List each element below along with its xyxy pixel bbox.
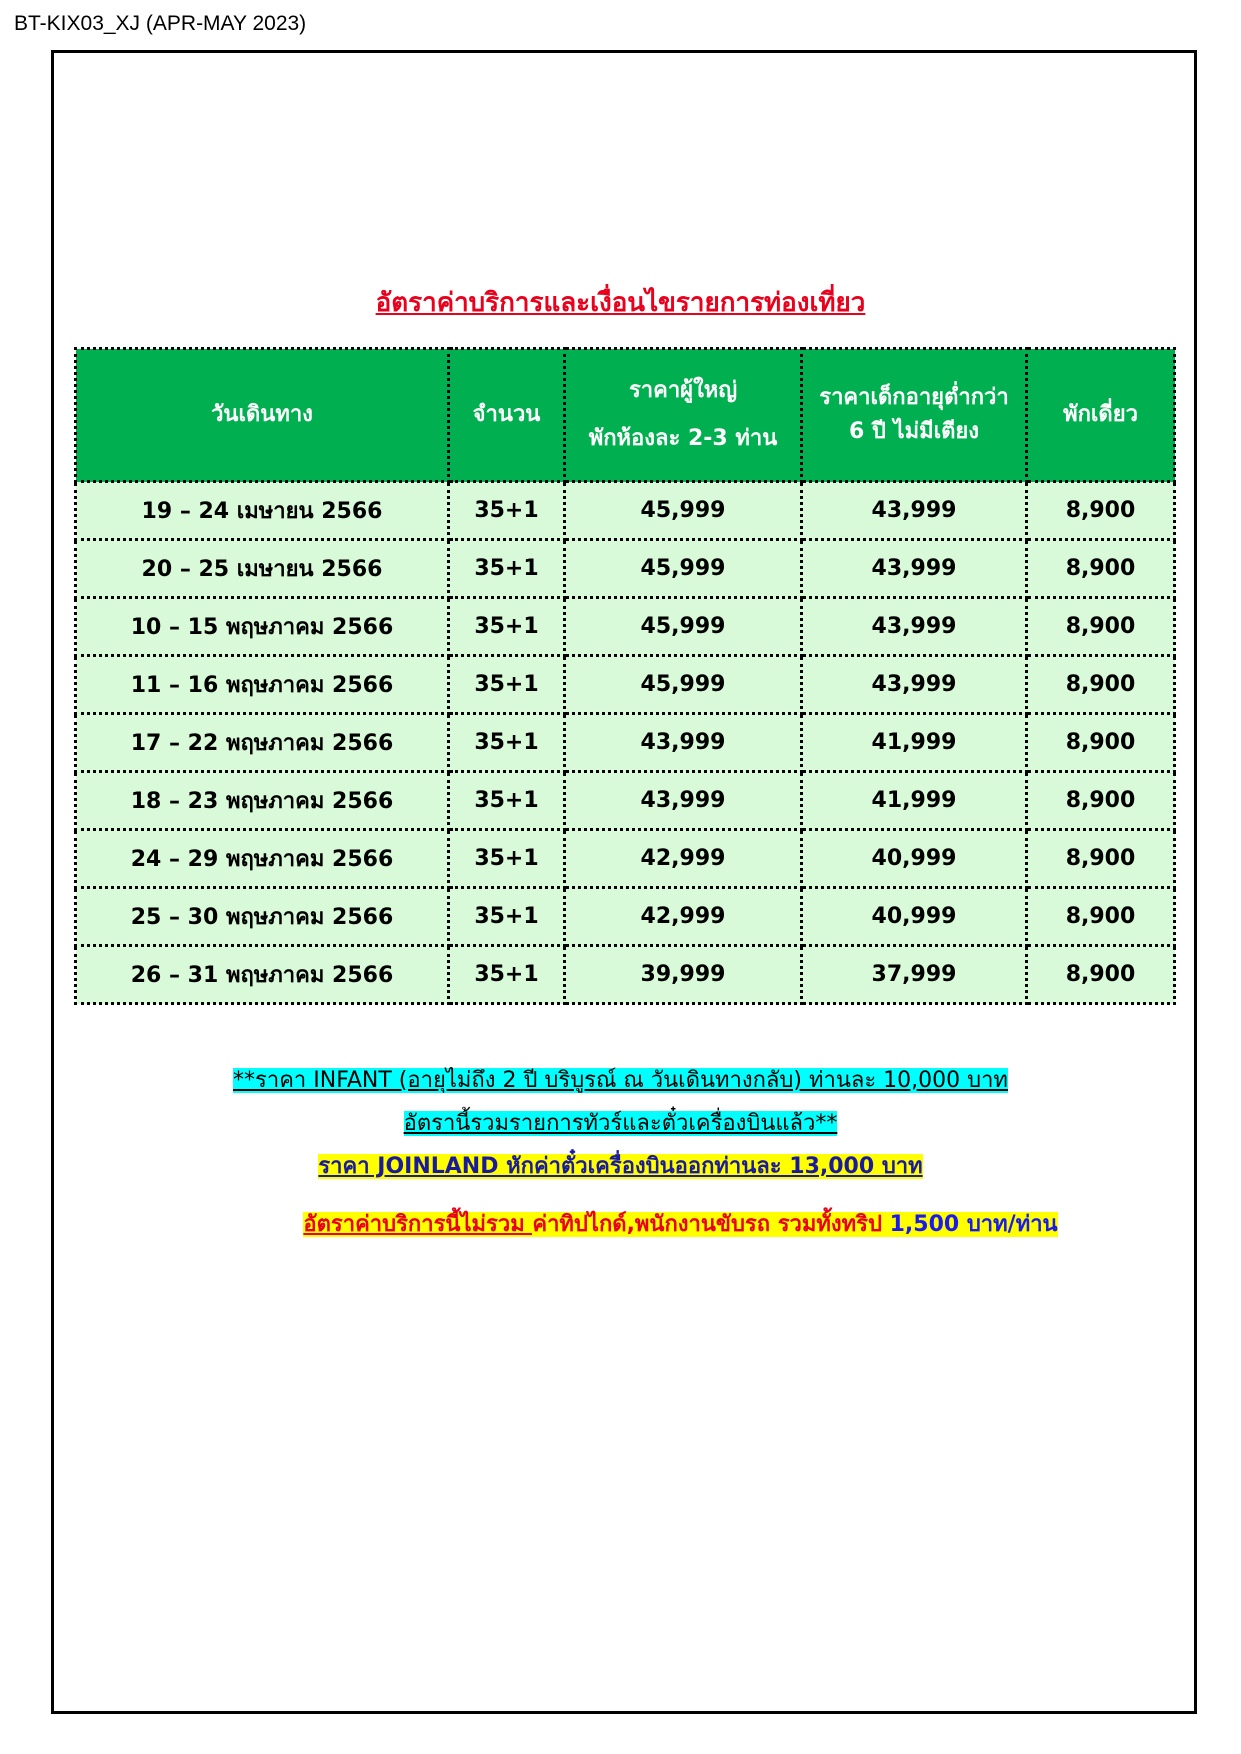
header-date: วันเดินทาง (76, 349, 449, 482)
cell-date: 19 – 24 เมษายน 2566 (76, 482, 449, 540)
cell-single: 8,900 (1027, 540, 1175, 598)
infant-note-line1 (0, 1062, 1241, 1097)
cell-single: 8,900 (1027, 482, 1175, 540)
header-child-price (802, 349, 1027, 482)
exclusion-note-part1: อัตราค่าบริการนี้ไม่รวม (303, 1212, 533, 1237)
cell-child: 40,999 (802, 830, 1027, 888)
cell-child: 43,999 (802, 656, 1027, 714)
header-seats: จำนวน (449, 349, 565, 482)
cell-adult: 45,999 (565, 656, 802, 714)
cell-seats: 35+1 (449, 888, 565, 946)
cell-date: 17 – 22 พฤษภาคม 2566 (76, 714, 449, 772)
exclusion-note (60, 1206, 1241, 1241)
cell-child: 43,999 (802, 598, 1027, 656)
cell-seats: 35+1 (449, 598, 565, 656)
header-adult-line1: ราคาผู้ใหญ่ (628, 378, 738, 403)
cell-adult: 45,999 (565, 540, 802, 598)
cell-date: 18 – 23 พฤษภาคม 2566 (76, 772, 449, 830)
cell-child: 37,999 (802, 946, 1027, 1004)
cell-single: 8,900 (1027, 946, 1175, 1004)
table-row (76, 772, 1175, 830)
table-row (76, 946, 1175, 1004)
joinland-note-text: ราคา JOINLAND หักค่าตั๋วเครื่องบินออกท่านละ 13,000 บาท (318, 1154, 923, 1179)
document-code: BT-KIX03_XJ (APR-MAY 2023) (14, 12, 307, 35)
header-adult-price (565, 349, 802, 482)
cell-adult: 45,999 (565, 482, 802, 540)
cell-date: 10 – 15 พฤษภาคม 2566 (76, 598, 449, 656)
header-adult-line2: พักห้องละ 2-3 ท่าน (588, 426, 778, 451)
table-row (76, 656, 1175, 714)
cell-single: 8,900 (1027, 714, 1175, 772)
cell-adult: 42,999 (565, 830, 802, 888)
exclusion-note-part2: ค่าทิปไกด์,พนักงานขับรถ รวมทั้งทริป (532, 1212, 890, 1237)
cell-adult: 43,999 (565, 714, 802, 772)
cell-adult: 39,999 (565, 946, 802, 1004)
cell-child: 41,999 (802, 772, 1027, 830)
table-row (76, 540, 1175, 598)
cell-single: 8,900 (1027, 888, 1175, 946)
header-single-supplement: พักเดี่ยว (1027, 349, 1175, 482)
header-child-line1: ราคาเด็กอายุต่ำกว่า (819, 385, 1009, 410)
infant-note-text-2: อัตรานี้รวมรายการทัวร์และตั๋วเครื่องบินแล้ว** (403, 1111, 838, 1136)
cell-seats: 35+1 (449, 714, 565, 772)
cell-single: 8,900 (1027, 830, 1175, 888)
table-row (76, 482, 1175, 540)
table-header-row (76, 349, 1175, 482)
cell-adult: 43,999 (565, 772, 802, 830)
cell-seats: 35+1 (449, 540, 565, 598)
cell-seats: 35+1 (449, 830, 565, 888)
cell-single: 8,900 (1027, 598, 1175, 656)
page-title: อัตราค่าบริการและเงื่อนไขรายการท่องเที่ยว (375, 288, 866, 318)
table-row (76, 714, 1175, 772)
cell-date: 20 – 25 เมษายน 2566 (76, 540, 449, 598)
cell-seats: 35+1 (449, 772, 565, 830)
cell-seats: 35+1 (449, 946, 565, 1004)
price-table (74, 347, 1176, 1005)
cell-single: 8,900 (1027, 656, 1175, 714)
joinland-note (0, 1148, 1241, 1183)
cell-single: 8,900 (1027, 772, 1175, 830)
table-row (76, 830, 1175, 888)
cell-seats: 35+1 (449, 482, 565, 540)
cell-seats: 35+1 (449, 656, 565, 714)
cell-adult: 45,999 (565, 598, 802, 656)
cell-date: 24 – 29 พฤษภาคม 2566 (76, 830, 449, 888)
cell-adult: 42,999 (565, 888, 802, 946)
header-child-line2: 6 ปี ไม่มีเตียง (848, 419, 980, 444)
table-row (76, 598, 1175, 656)
table-row (76, 888, 1175, 946)
infant-note-text-1: **ราคา INFANT (อายุไม่ถึง 2 ปี บริบูรณ์ ณ วันเดินทางกลับ) ท่านละ 10,000 บาท (233, 1068, 1008, 1093)
cell-child: 43,999 (802, 482, 1027, 540)
exclusion-note-part3: 1,500 บาท/ท่าน (889, 1212, 1058, 1237)
cell-date: 25 – 30 พฤษภาคม 2566 (76, 888, 449, 946)
cell-child: 40,999 (802, 888, 1027, 946)
cell-child: 43,999 (802, 540, 1027, 598)
cell-date: 26 – 31 พฤษภาคม 2566 (76, 946, 449, 1004)
cell-child: 41,999 (802, 714, 1027, 772)
cell-date: 11 – 16 พฤษภาคม 2566 (76, 656, 449, 714)
infant-note-line2 (0, 1105, 1241, 1140)
